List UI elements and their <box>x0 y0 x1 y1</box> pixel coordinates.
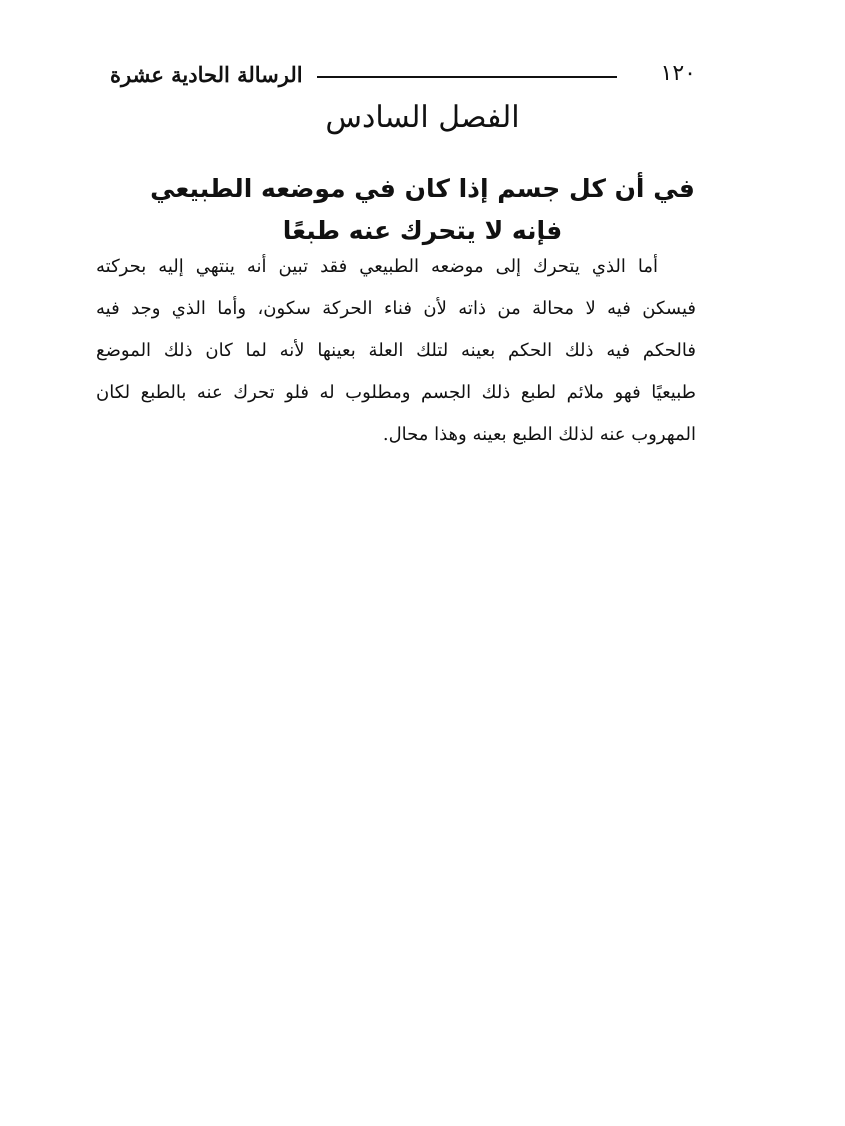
section-title-line: في أن كل جسم إذا كان في موضعه الطبيعي <box>150 174 695 203</box>
paragraph-line: طبيعيًا فهو ملائم لطبع ذلك الجسم ومطلوب له فلو تحرك عنه بالطبع لكان <box>96 382 696 403</box>
section-title-line: فإنه لا يتحرك عنه طبعًا <box>282 216 563 245</box>
header-rule <box>317 76 617 78</box>
running-header <box>100 62 700 92</box>
page-number: ١٢٠ <box>660 61 696 86</box>
paragraph-line: المهروب عنه لذلك الطبع بعينه وهذا محال. <box>382 424 696 445</box>
paragraph-line: أما الذي يتحرك إلى موضعه الطبيعي فقد تبين أنه ينتهي إليه بحركته <box>96 256 658 277</box>
chapter-heading: الفصل السادس <box>325 100 520 135</box>
running-title: الرسالة الحادية عشرة <box>110 62 303 87</box>
section-title <box>0 168 845 252</box>
paragraph-line: فالحكم فيه ذلك الحكم بعينه لتلك العلة بعينها لأنه لما كان ذلك الموضع <box>96 340 696 361</box>
paragraph-line: فيسكن فيه لا محالة من ذاته لأن فناء الحركة سكون، وأما الذي وجد فيه <box>96 298 696 319</box>
body-paragraph <box>96 246 696 456</box>
